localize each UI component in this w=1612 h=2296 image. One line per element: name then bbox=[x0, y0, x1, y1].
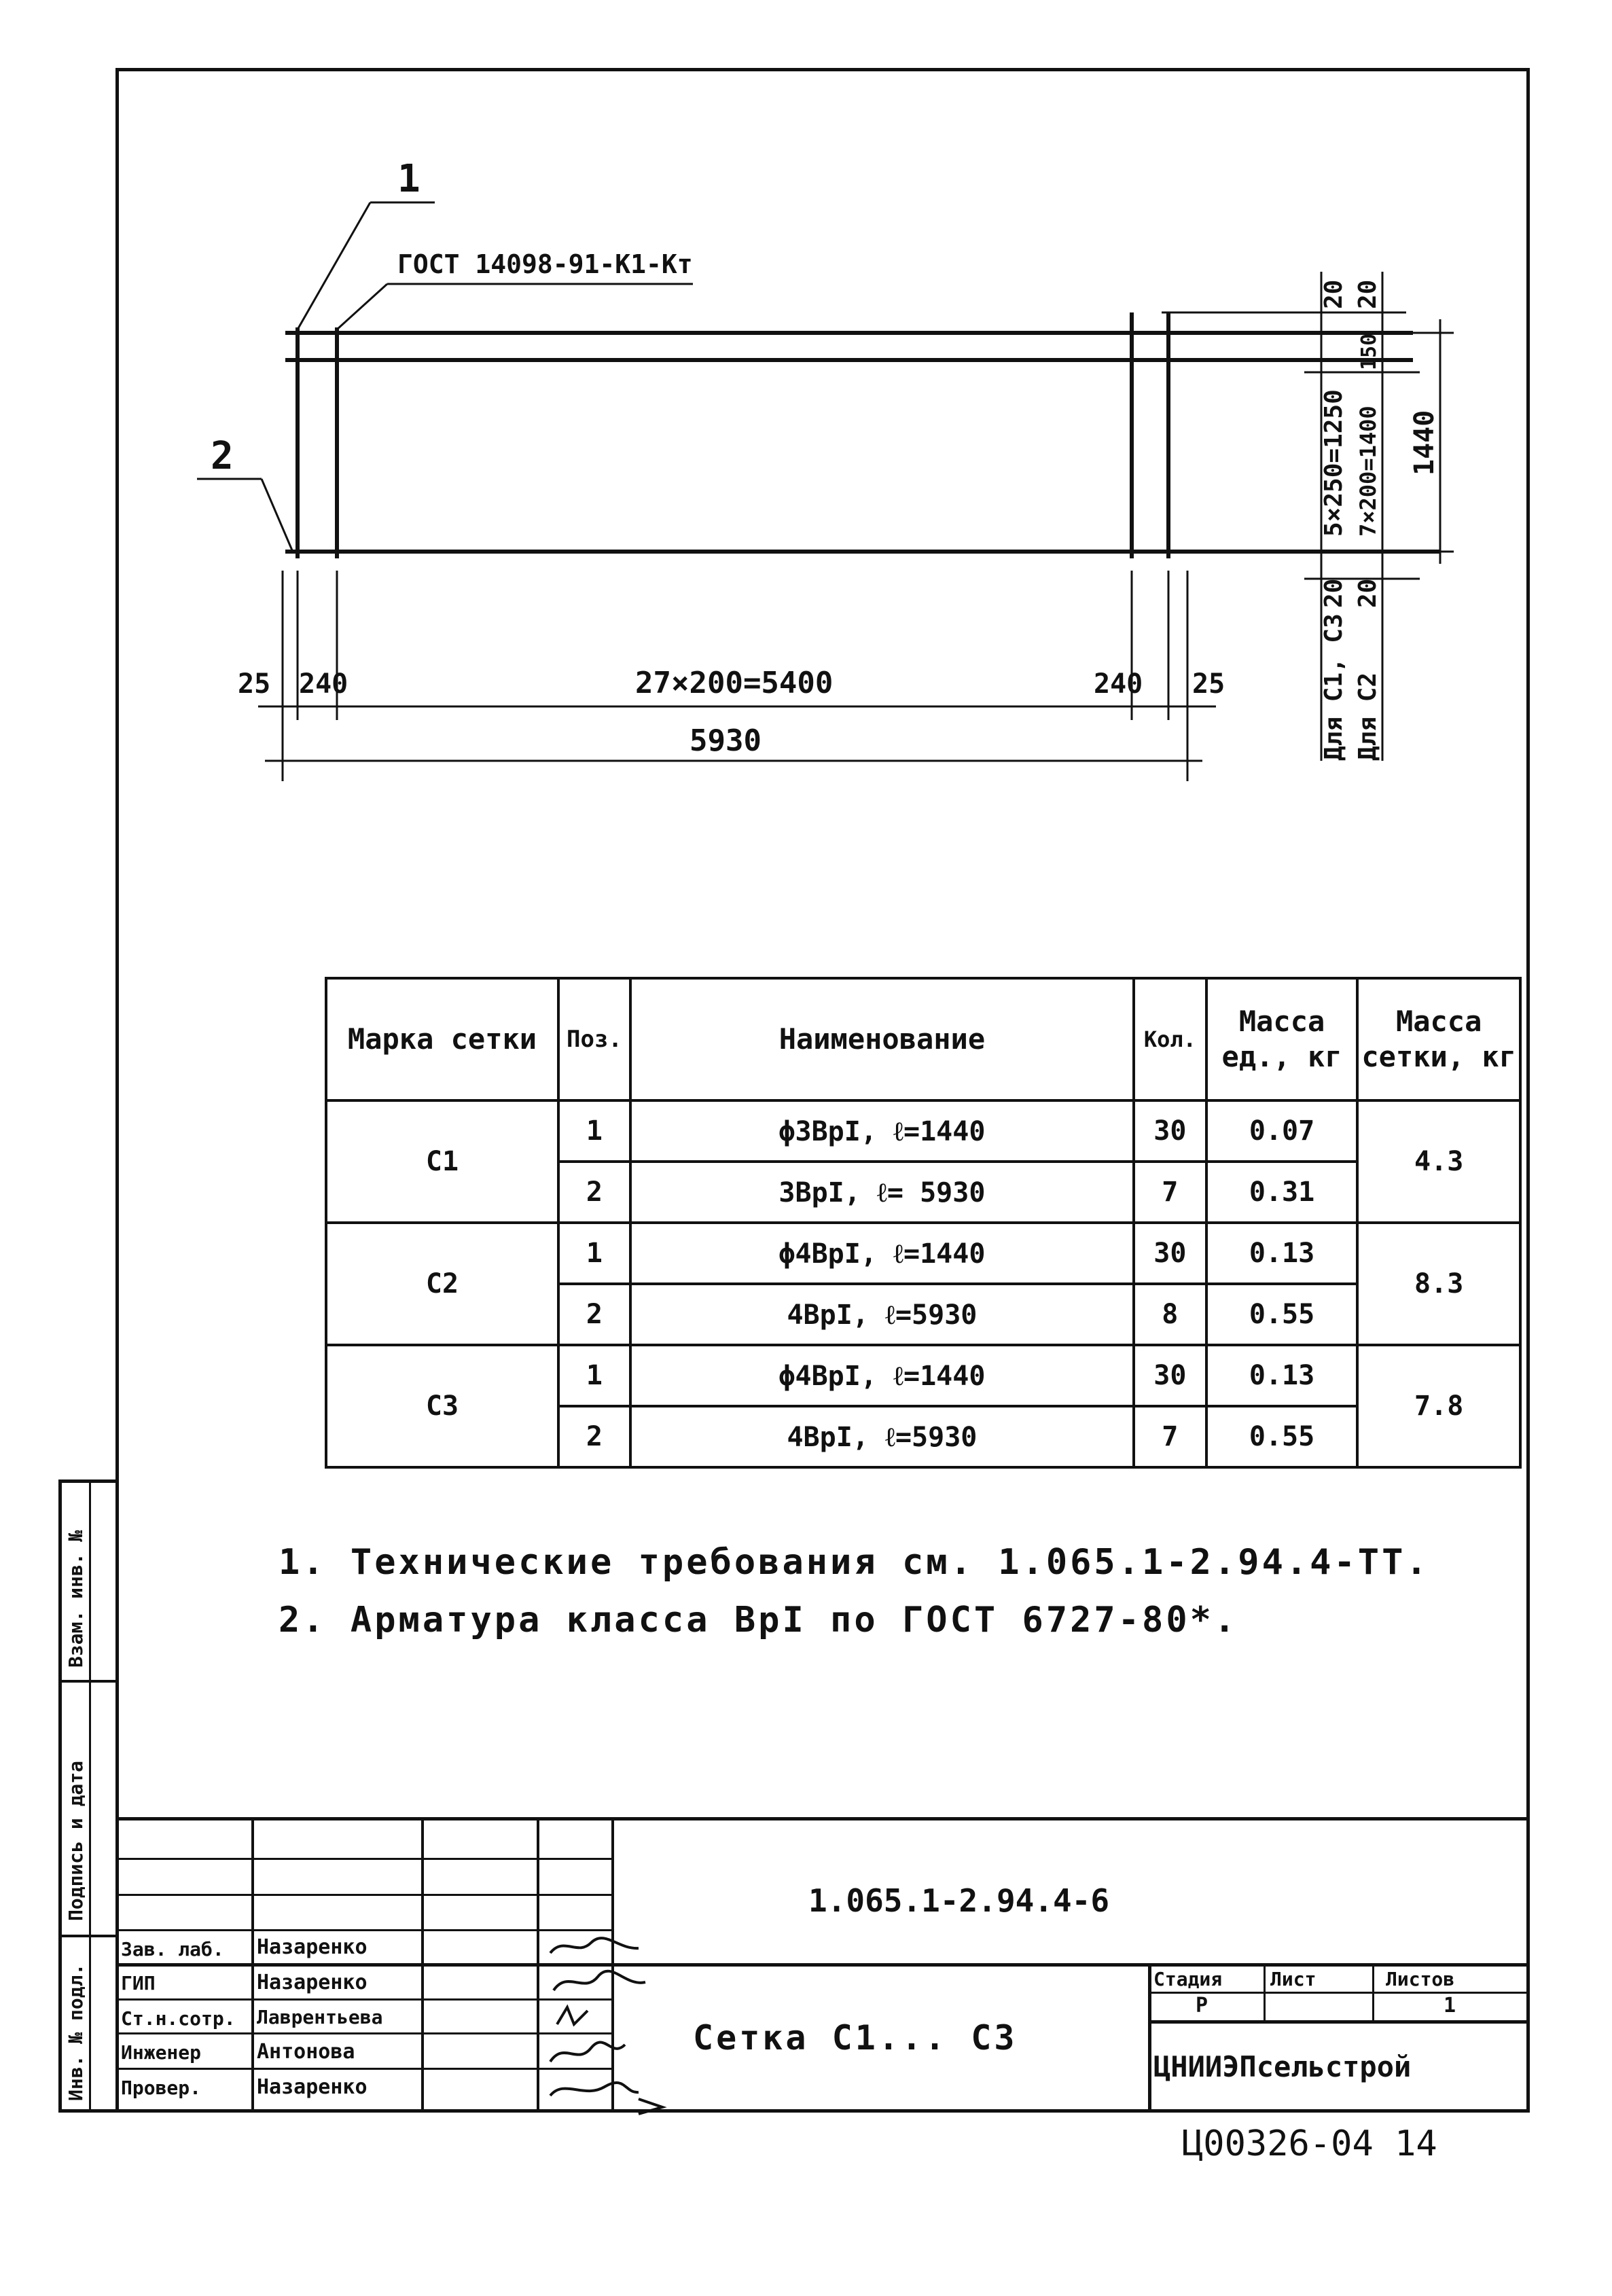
weld-note-leader bbox=[337, 284, 387, 329]
signature bbox=[550, 2083, 639, 2096]
footer-code: Ц00326-04 14 bbox=[1182, 2123, 1437, 2164]
spec-table bbox=[325, 977, 1522, 1469]
label-c2: Для С2 bbox=[1354, 672, 1382, 761]
staff-role: Провер. bbox=[121, 2077, 202, 2099]
sheet-label: Лист bbox=[1270, 1968, 1317, 1990]
signature bbox=[557, 2007, 588, 2024]
header-mesh-mass: Масса сетки, кг bbox=[1357, 978, 1520, 1100]
weld-note: ГОСТ 14098-91-К1-Кт bbox=[397, 249, 693, 279]
header-name: Наименование bbox=[630, 978, 1134, 1100]
cell-unit-mass: 0.07 bbox=[1206, 1100, 1358, 1162]
dim-left-25: 25 bbox=[238, 668, 271, 700]
cell-mark: С3 bbox=[326, 1345, 558, 1467]
note-1: 1. Технические требования см. 1.065.1-2.94.4-ТТ. bbox=[279, 1542, 1430, 1583]
dim-bot-20b: 20 bbox=[1354, 578, 1382, 608]
staff-role: Зав. лаб. bbox=[121, 1938, 224, 1960]
side-stamp-inner-line bbox=[89, 1483, 91, 2109]
cell-name: 4ВрІ, ℓ=5930 bbox=[630, 1284, 1134, 1345]
dim-top-20b: 20 bbox=[1354, 279, 1382, 309]
staff-name: Лаврентьева bbox=[257, 2006, 383, 2028]
title-block bbox=[115, 1817, 1530, 2113]
cell-mesh-mass: 8.3 bbox=[1357, 1223, 1520, 1345]
callout-1: 1 bbox=[397, 157, 420, 201]
cell-name: ϕ4ВрІ, ℓ=1440 bbox=[630, 1345, 1134, 1406]
signature bbox=[550, 2042, 625, 2062]
cell-unit-mass: 0.13 bbox=[1206, 1345, 1358, 1406]
cell-mark: С2 bbox=[326, 1223, 558, 1345]
dim-7x200: 7×200=1400 bbox=[1355, 406, 1381, 537]
mesh-drawing bbox=[0, 0, 1612, 815]
cell-qty: 30 bbox=[1134, 1100, 1206, 1162]
tb-line bbox=[115, 1894, 611, 1896]
drawing-name: Сетка С1... С3 bbox=[693, 2018, 1018, 2058]
staff-name: Назаренко bbox=[257, 1971, 368, 1994]
callout-2: 2 bbox=[211, 434, 234, 478]
dim-left-240: 240 bbox=[299, 668, 348, 700]
cell-mesh-mass: 7.8 bbox=[1357, 1345, 1520, 1467]
sheets-label: Листов bbox=[1386, 1968, 1455, 1990]
staff-role: ГИП bbox=[121, 1972, 156, 1994]
cell-qty: 8 bbox=[1134, 1284, 1206, 1345]
tb-line bbox=[1148, 1963, 1151, 2113]
tb-line bbox=[1148, 2020, 1526, 2024]
label-c1c3: Для С1, С3 bbox=[1320, 613, 1348, 761]
cell-mark: С1 bbox=[326, 1100, 558, 1223]
cell-unit-mass: 0.31 bbox=[1206, 1162, 1358, 1223]
side-stamp-vzam-inv: Взам. инв. № bbox=[65, 1530, 87, 1668]
tb-line bbox=[115, 1963, 1526, 1967]
dim-mid: 27×200=5400 bbox=[635, 666, 834, 700]
note-2: 2. Арматура класса ВрІ по ГОСТ 6727-80*. bbox=[279, 1600, 1238, 1640]
staff-name: Назаренко bbox=[257, 1935, 368, 1959]
side-stamp-podpis-data: Подпись и дата bbox=[65, 1760, 87, 1921]
dim-1440: 1440 bbox=[1409, 410, 1440, 476]
signature bbox=[639, 2099, 662, 2114]
sheets-value: 1 bbox=[1444, 1994, 1456, 2017]
dim-right-25: 25 bbox=[1192, 668, 1225, 700]
staff-role: Ст.н.сотр. bbox=[121, 2007, 236, 2030]
cell-unit-mass: 0.55 bbox=[1206, 1284, 1358, 1345]
cell-pos: 1 bbox=[558, 1223, 630, 1284]
cell-unit-mass: 0.13 bbox=[1206, 1223, 1358, 1284]
staff-role: Инженер bbox=[121, 2041, 202, 2064]
tb-line bbox=[1372, 1963, 1374, 2020]
cell-name: ϕ3ВрІ, ℓ=1440 bbox=[630, 1100, 1134, 1162]
doc-code: 1.065.1-2.94.4-6 bbox=[808, 1882, 1110, 1919]
signature bbox=[554, 1971, 645, 1990]
cell-pos: 2 bbox=[558, 1284, 630, 1345]
cell-unit-mass: 0.55 bbox=[1206, 1406, 1358, 1467]
dim-total: 5930 bbox=[689, 723, 762, 758]
dim-150: 150 bbox=[1357, 333, 1381, 370]
stage-label: Стадия bbox=[1153, 1968, 1223, 1990]
cell-qty: 7 bbox=[1134, 1162, 1206, 1223]
dim-right-240: 240 bbox=[1094, 668, 1143, 700]
organization: ЦНИИЭПсельстрой bbox=[1153, 2050, 1412, 2083]
header-unit-mass: Масса ед., кг bbox=[1206, 978, 1358, 1100]
dim-top-20a: 20 bbox=[1320, 279, 1348, 309]
cell-pos: 2 bbox=[558, 1162, 630, 1223]
cell-pos: 1 bbox=[558, 1345, 630, 1406]
cell-qty: 7 bbox=[1134, 1406, 1206, 1467]
callout-2-leader bbox=[262, 479, 292, 550]
cell-name: ϕ4ВрІ, ℓ=1440 bbox=[630, 1223, 1134, 1284]
cell-pos: 1 bbox=[558, 1100, 630, 1162]
side-stamp bbox=[58, 1479, 119, 2113]
cell-qty: 30 bbox=[1134, 1223, 1206, 1284]
signatures bbox=[537, 1929, 673, 2116]
header-mark: Марка сетки bbox=[326, 978, 558, 1100]
stage-value: Р bbox=[1196, 1994, 1208, 2017]
signature bbox=[550, 1938, 639, 1953]
cell-name: 3ВрІ, ℓ= 5930 bbox=[630, 1162, 1134, 1223]
header-qty: Кол. bbox=[1134, 978, 1206, 1100]
cell-qty: 30 bbox=[1134, 1345, 1206, 1406]
header-pos: Поз. bbox=[558, 978, 630, 1100]
side-stamp-inv-podl: Инв. № подл. bbox=[65, 1963, 87, 2101]
dim-bot-20a: 20 bbox=[1320, 578, 1348, 608]
cell-mesh-mass: 4.3 bbox=[1357, 1100, 1520, 1223]
tb-line bbox=[115, 1858, 611, 1860]
staff-name: Назаренко bbox=[257, 2075, 368, 2099]
staff-name: Антонова bbox=[257, 2040, 355, 2064]
cell-pos: 2 bbox=[558, 1406, 630, 1467]
dim-5x250: 5×250=1250 bbox=[1320, 389, 1348, 537]
tb-line bbox=[1264, 1963, 1266, 2020]
cell-name: 4ВрІ, ℓ=5930 bbox=[630, 1406, 1134, 1467]
